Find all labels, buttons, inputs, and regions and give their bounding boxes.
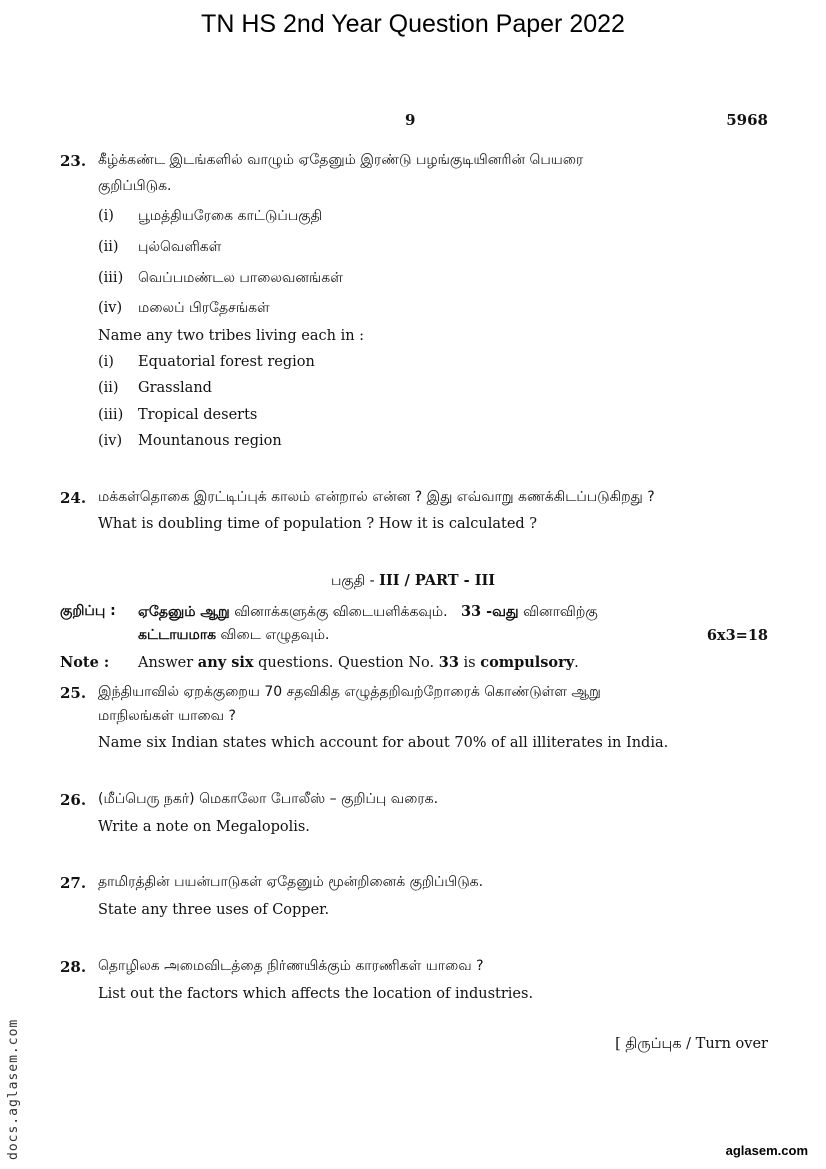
turn-over-note: [ திருப்புக / Turn over: [615, 1036, 768, 1052]
part-heading-tamil: பகுதி -: [330, 573, 380, 589]
q23-ta-item-text: பூமத்தியரேகை காட்டுப்பகுதி: [138, 208, 323, 224]
q23-ta-item-label: (ii): [98, 239, 119, 255]
paper-code: 5968: [726, 111, 768, 129]
part-heading: [0, 572, 826, 591]
q23-en-item-text: Equatorial forest region: [138, 354, 315, 370]
q23-tamil-line2: குறிப்பிடுக.: [98, 178, 172, 194]
q26-tamil: (மீப்பெரு நகர்) மெகாலோ போலீஸ் – குறிப்பு வரைக.: [98, 791, 439, 807]
q23-en-item-label: (iii): [98, 407, 124, 423]
q23-en-item-text: Tropical deserts: [138, 407, 258, 423]
question-number-25: 25.: [60, 684, 87, 702]
question-number-23: 23.: [60, 152, 87, 170]
q25-english: Name six Indian states which account for about 70% of all illiterates in India.: [98, 735, 669, 751]
instruction-tamil-bold: ஏதேனும் ஆறு: [138, 604, 230, 620]
instruction-tamil-line1: [138, 603, 598, 622]
instruction-compulsory-question: 33 -வது: [460, 603, 519, 620]
q24-english: What is doubling time of population ? How it is calculated ?: [98, 516, 538, 532]
q24-tamil: மக்கள்தொகை இரட்டிப்புக் காலம் என்றால் என்ன ? இது எவ்வாறு கணக்கிடப்படுகிறது ?: [98, 489, 655, 505]
q27-english: State any three uses of Copper.: [98, 902, 330, 918]
q23-ta-item-label: (iv): [98, 300, 123, 316]
part-heading-english: III / PART - III: [379, 572, 496, 589]
q26-english: Write a note on Megalopolis.: [98, 819, 310, 835]
q28-english: List out the factors which affects the location of industries.: [98, 986, 534, 1002]
instruction-tamil-text: விடை எழுதவும்.: [216, 627, 330, 643]
instruction-tamil-bold: கட்டாயமாக: [138, 627, 217, 643]
q23-en-item-label: (ii): [98, 380, 119, 396]
q25-tamil-line1: இந்தியாவில் ஏறக்குறைய 70 சதவிகித எழுத்தறிவற்றோரைக் கொண்டுள்ள ஆறு: [98, 684, 601, 700]
q23-ta-item-text: மலைப் பிரதேசங்கள்: [138, 300, 270, 316]
q27-tamil: தாமிரத்தின் பயன்பாடுகள் ஏதேனும் மூன்றினைக் குறிப்பிடுக.: [98, 874, 484, 890]
q23-en-item-text: Grassland: [138, 380, 212, 396]
instruction-tamil-label: குறிப்பு :: [60, 603, 116, 619]
page-number: 9: [405, 111, 416, 129]
instruction-tamil-text: வினாக்களுக்கு விடையளிக்கவும்.: [229, 604, 448, 620]
question-number-27: 27.: [60, 874, 87, 892]
page-title: TN HS 2nd Year Question Paper 2022: [201, 10, 625, 38]
q23-ta-item-text: வெப்பமண்டல பாலைவனங்கள்: [138, 270, 343, 286]
q25-tamil-line2: மாநிலங்கள் யாவை ?: [98, 708, 236, 724]
q23-ta-item-label: (i): [98, 208, 114, 224]
q23-en-item-label: (i): [98, 354, 114, 370]
side-watermark: docs.aglasem.com: [6, 1018, 21, 1160]
q23-en-item-label: (iv): [98, 433, 123, 449]
instruction-tamil-text: வினாவிற்கு: [518, 604, 598, 620]
note-label: Note :: [60, 654, 110, 671]
q28-tamil: தொழிலக அமைவிடத்தை நிர்ணயிக்கும் காரணிகள் யாவை ?: [98, 958, 484, 974]
q23-ta-item-text: புல்வெளிகள்: [138, 239, 222, 255]
q23-ta-item-label: (iii): [98, 270, 124, 286]
question-number-28: 28.: [60, 958, 87, 976]
q23-english-intro: Name any two tribes living each in :: [98, 328, 365, 344]
question-number-24: 24.: [60, 489, 87, 507]
question-number-26: 26.: [60, 791, 87, 809]
q23-en-item-text: Mountanous region: [138, 433, 282, 449]
footer-brand: aglasem.com: [725, 1143, 808, 1158]
instruction-tamil-line2: [138, 627, 329, 645]
q23-tamil-line1: கீழ்க்கண்ட இடங்களில் வாழும் ஏதேனும் இரண்டு பழங்குடியினரின் பெயரை: [98, 152, 584, 168]
marks-allocation: 6x3=18: [706, 627, 768, 644]
note-text: Answer any six questions. Question No. 33 is compulsory.: [138, 654, 579, 671]
